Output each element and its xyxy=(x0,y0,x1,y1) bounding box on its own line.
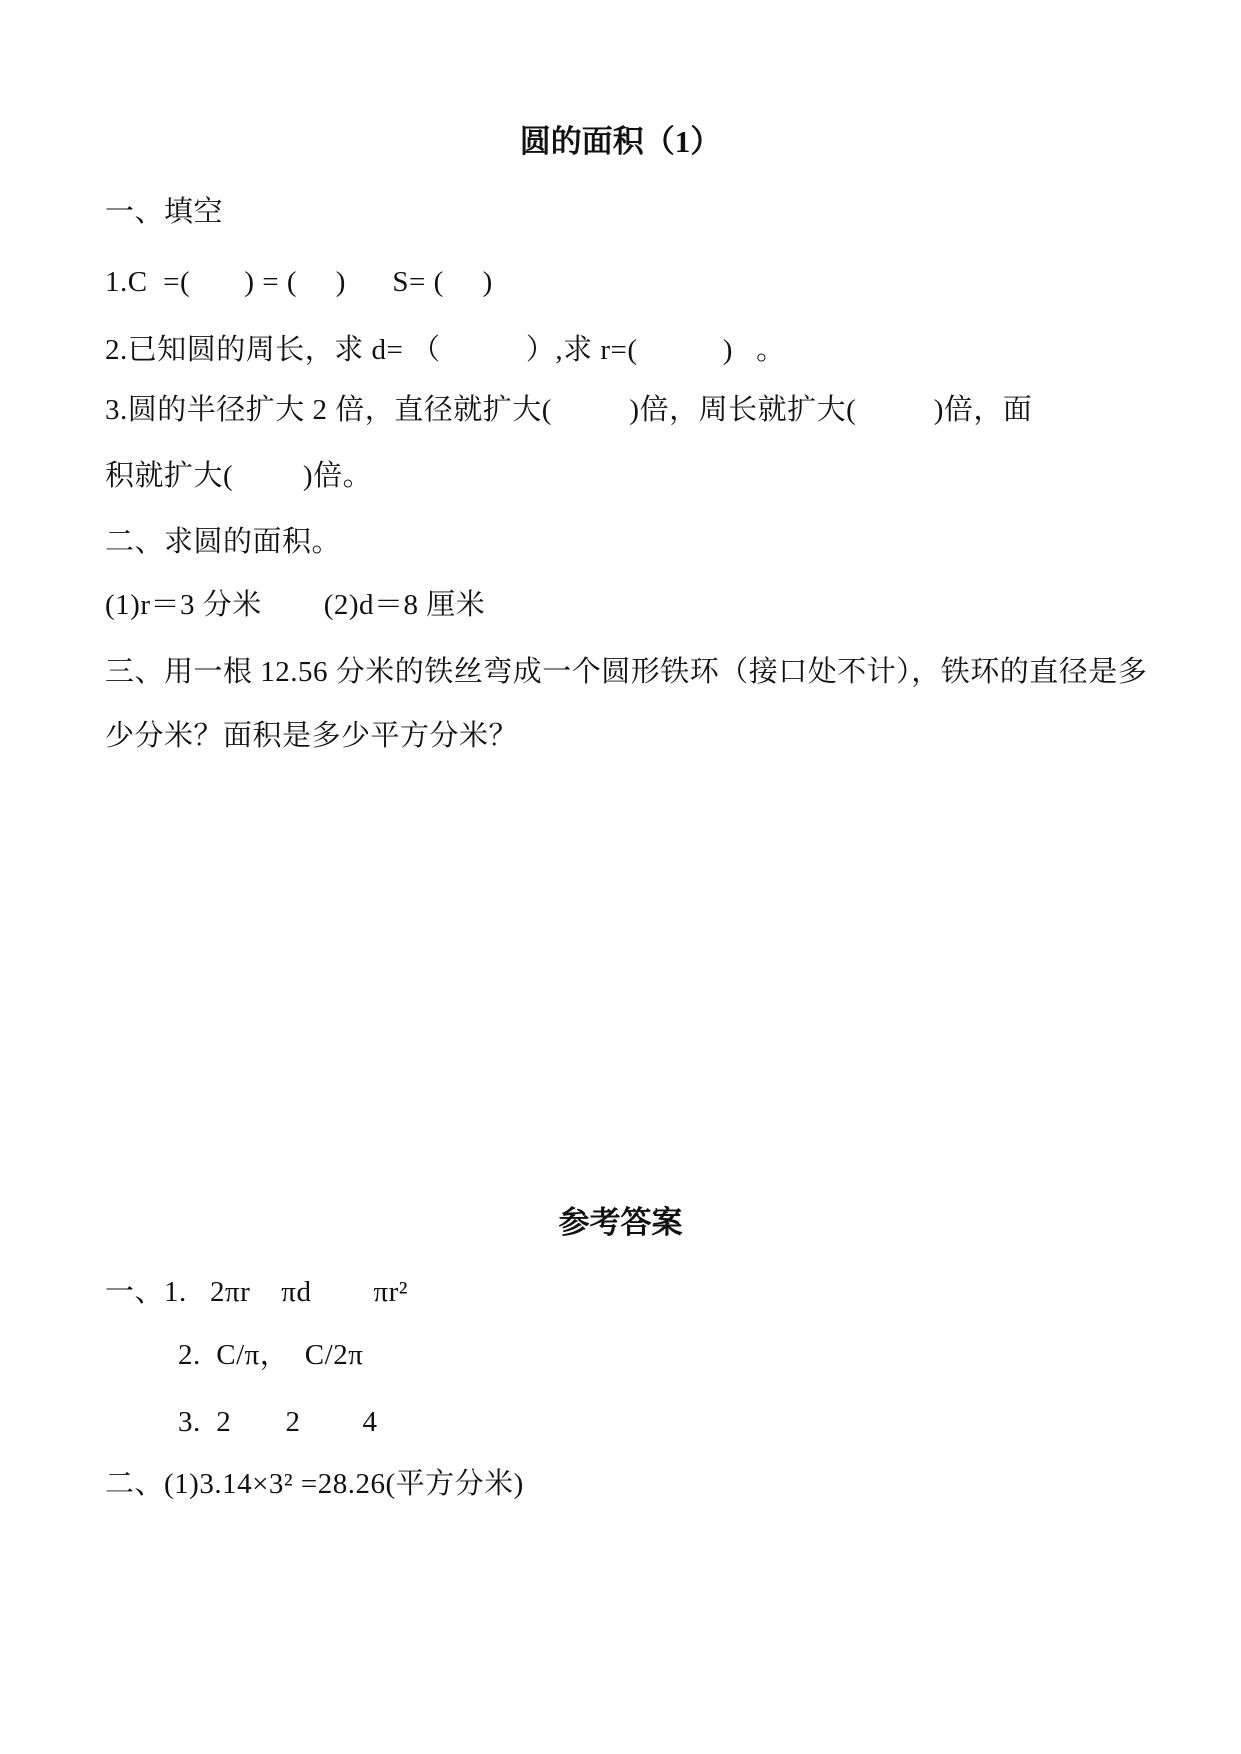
section1-question3-line2: 积就扩大( )倍。 xyxy=(105,460,373,492)
section2-heading: 二、求圆的面积。 xyxy=(105,526,342,558)
answer-section1-item2: 2. C/π， C/2π xyxy=(178,1339,364,1371)
answers-heading: 参考答案 xyxy=(558,1205,683,1240)
worksheet-title: 圆的面积（1） xyxy=(519,124,722,159)
section1-question3-line1: 3.圆的半径扩大 2 倍，直径就扩大( )倍，周长就扩大( )倍，面 xyxy=(105,394,1033,426)
section1-question1: 1.C =( ) = ( ) S= ( ) xyxy=(105,266,493,298)
section3-question-line2: 少分米？面积是多少平方分米？ xyxy=(105,720,519,752)
section3-question-line1: 三、用一根 12.56 分米的铁丝弯成一个圆形铁环（接口处不计），铁环的直径是多 xyxy=(105,656,1148,688)
answer-section2-item1: 二、(1)3.14×3² =28.26(平方分米) xyxy=(105,1468,524,1500)
section2-items: (1)r＝3 分米 (2)d＝8 厘米 xyxy=(105,589,486,621)
section1-question2: 2.已知圆的周长，求 d= （ ）,求 r=( ) 。 xyxy=(105,334,786,366)
answer-section1-item3: 3. 2 2 4 xyxy=(178,1406,378,1438)
section1-heading: 一、填空 xyxy=(105,196,224,228)
answer-section1-item1: 一、1. 2πr πd πr² xyxy=(105,1276,408,1308)
